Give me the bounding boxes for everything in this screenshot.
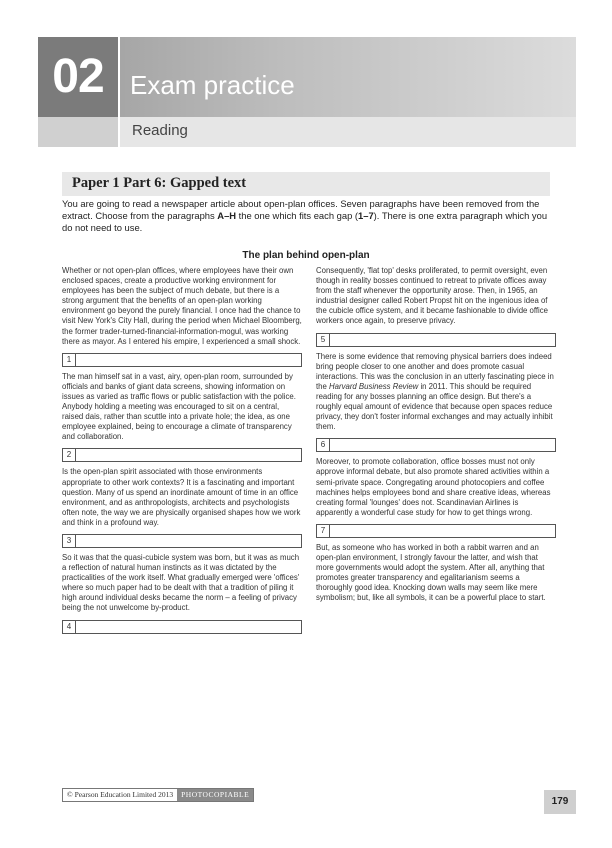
task-instructions [62, 198, 554, 234]
article-paragraph [316, 352, 556, 433]
gap-number: 3 [63, 535, 76, 547]
article-paragraph: Moreover, to promote collaboration, office bosses must not only approve informal debate, but also promote shared activities within a semi-private space. Congregating around photocopiers and coffee machines helps employees bond and share creative ideas, whereas creating formal 'lounges' does not. Scandinavian Airlines is apparently a wonderful case study for how to get things wrong. [316, 457, 551, 517]
page-number: 179 [544, 790, 576, 814]
gap-box-1[interactable] [62, 353, 302, 367]
copyright-notice [62, 788, 254, 802]
instructions-text: You are going to read a newspaper article about open-plan offices. Seven paragraphs have been removed from the extract. Choose from the paragraphs [62, 198, 540, 221]
article-paragraph: The man himself sat in a vast, airy, open-plan room, surrounded by officials and banks of giant data screens, showing information on issues as varied as traffic flows or public satisfaction with the police. Anybody holding a meeting was encouraged to sit on a central, raised dais, rather than scuttle into a private hole; the idea, as one employee explained, being to encourage a climate of transparency and collaboration. [62, 371, 296, 442]
gap-number: 7 [317, 525, 330, 537]
article-column-left [62, 266, 302, 639]
gap-box-7[interactable] [316, 524, 556, 538]
article-paragraph: Is the open-plan spirit associated with those environments appropriate to other work contexts? It is a fascinating and important question. Many of us spend an inordinate amount of time in an office environment, and as anthropologists, architects and psychologists often note, the way we are physically organised shapes how we work and think in a profound way. [62, 467, 301, 527]
gap-box-3[interactable] [62, 534, 302, 548]
gap-box-5[interactable] [316, 333, 556, 347]
gap-number: 6 [317, 439, 330, 451]
gap-box-6[interactable] [316, 438, 556, 452]
section-band-left [38, 117, 118, 147]
gap-box-4[interactable] [62, 620, 302, 634]
photocopiable-label: PHOTOCOPIABLE [177, 789, 253, 801]
unit-title: Exam practice [130, 70, 295, 100]
instructions-text: ). There is one extra paragraph which you do not need to use. [62, 210, 548, 233]
article-title: The plan behind open-plan [242, 250, 370, 261]
instructions-text: the one which fits each gap ( [236, 210, 359, 221]
article-paragraph: So it was that the quasi-cubicle system was born, but it was as much a reflection of natural human instincts as it was dictated by the practicalities of the work itself. What gradually emerged were 'offices' where so much paper had to be dealt with that a tradition of piling it high around individual desks became the norm – a feeling of privacy being the not unwelcome by-product. [62, 552, 300, 613]
article-paragraph: Whether or not open-plan offices, where employees have their own enclosed spaces, create a productive working environment for employees has been the subject of much debate, but there is a strong argument that the benefits of an open-plan working environment go beyond the purely financial. I once had the chance to visit New York's City Hall, during the period when Michael Bloomberg, the former trader-turned-financial-information-mogul, was working there as mayor. As I entered his empire, I experienced a small shock. [62, 266, 302, 346]
article-column-right [316, 266, 556, 607]
publication-title: Harvard Business Review [329, 381, 419, 391]
gap-number: 2 [63, 449, 76, 461]
instructions-range-letters: A–H [217, 210, 237, 221]
task-title: Paper 1 Part 6: Gapped text [72, 175, 247, 191]
gap-number: 1 [63, 354, 76, 366]
instructions-range-numbers: 1–7 [358, 210, 374, 221]
gap-number: 5 [317, 334, 330, 346]
copyright-text: © Pearson Education Limited 2013 [67, 790, 174, 799]
article-paragraph: But, as someone who has worked in both a rabbit warren and an open-plan environment, I strongly favour the latter, and wish that more governments would adopt the system. After all, anything that promotes greater transparency and egalitarianism seems a thoroughly good idea. Knocking down walls may seem like mere symbolism; but, like all symbols, it can be a powerful place to start. [316, 542, 546, 603]
gap-number: 4 [63, 621, 76, 633]
section-title: Reading [132, 122, 188, 139]
paragraph-text: There is some evidence that removing physical barriers does indeed bring people closer to one another and does promote casual interactions. This was the conclusion in an utterly fascinating piece in the [316, 351, 554, 391]
gap-box-2[interactable] [62, 448, 302, 462]
unit-divider [118, 37, 120, 165]
paragraph-text: in 2011. This should be required reading for any bosses planning an office design. But there's a roughly equal amount of evidence that because open spaces reduce privacy, they don't foster informal exchanges and may actually inhibit them. [316, 381, 553, 432]
unit-number: 02 [38, 37, 118, 117]
article-paragraph: Consequently, 'flat top' desks proliferated, to permit oversight, even though in reality bosses continued to retreat to private offices away from the staff whenever the opportunity arose. Then, in 1965, an industrial designer called Robert Propst hit on the ingenious idea of the cubicle office system, and it became fashionable to divide office workers once again, to preserve privacy. [316, 266, 549, 326]
